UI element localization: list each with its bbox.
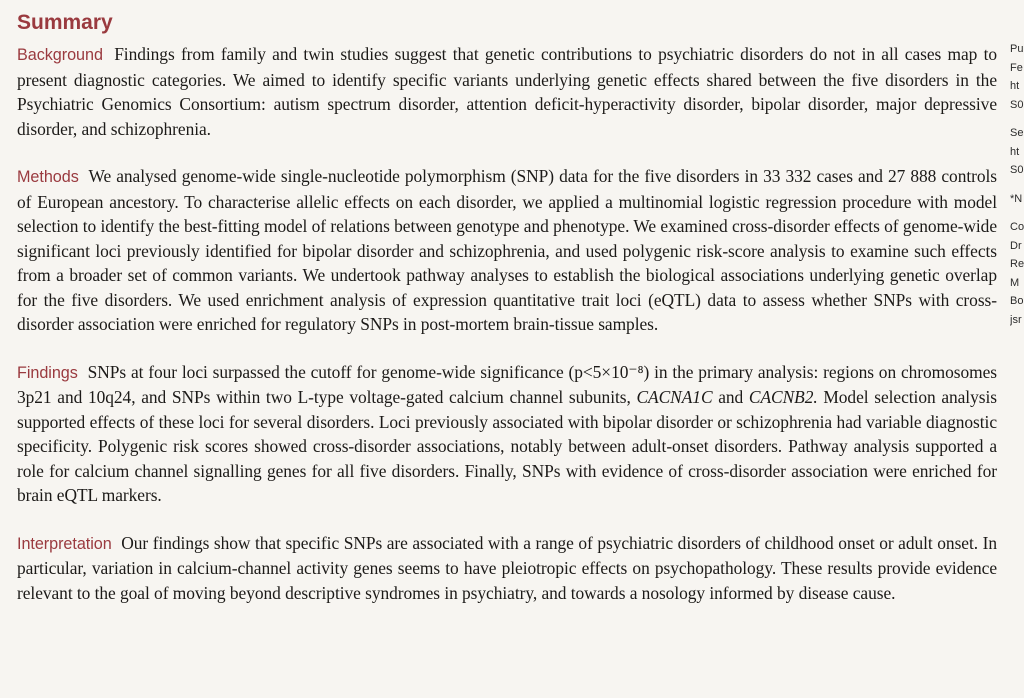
methods-heading: Methods bbox=[17, 168, 79, 186]
gene-cacna1c: CACNA1C bbox=[636, 387, 713, 407]
findings-section bbox=[17, 360, 997, 508]
findings-text-1: SNPs at four loci surpassed the cutoff for genome-wide significance (p<5×10⁻⁸) in the primary analysis: regions on chromosomes 3p21 and 10q24, and SNPs within two L-type voltage-gated calcium channel subunits, bbox=[17, 361, 997, 407]
margin-line: *N bbox=[1010, 192, 1023, 205]
margin-line: Co bbox=[1010, 221, 1024, 233]
methods-section bbox=[17, 164, 997, 337]
findings-text-3: Model selection analysis supported effects of these loci for several disorders. Loci previously associated with bipolar disorder or schizophrenia had variable diagnostic specificity. Polygenic risk scores showed cross-disorder associations, notably between adult-onset disorders. Pathway analysis supported a role for calcium channel signalling genes for all five disorders. Finally, SNPs with evidence of cross-disorder association were enriched for brain eQTL markers. bbox=[17, 387, 997, 505]
margin-line: M bbox=[1010, 276, 1020, 289]
margin-gap bbox=[1010, 208, 1024, 218]
margin-line: Dr bbox=[1010, 239, 1022, 252]
margin-line: ht bbox=[1010, 80, 1020, 92]
margin-line: Pu bbox=[1010, 43, 1024, 55]
margin-line: jsr bbox=[1010, 313, 1022, 326]
margin-line: S0 bbox=[1010, 98, 1024, 111]
background-section bbox=[17, 42, 997, 141]
interpretation-text: Our findings show that specific SNPs are associated with a range of psychiatric disorders of childhood onset or adult onset. In particular, variation in calcium-channel activity genes seems to have pleiotropic effects on psychopathology. These results provide evidence relevant to the goal of moving beyond descriptive syndromes in psychiatry, and towards a nosology informed by disease cause. bbox=[17, 532, 997, 603]
margin-line: Bo bbox=[1010, 295, 1024, 307]
margin-gap bbox=[1010, 180, 1024, 190]
margin-line: ht bbox=[1010, 145, 1020, 158]
margin-line: Fe bbox=[1010, 61, 1023, 74]
summary-title: Summary bbox=[17, 11, 113, 34]
findings-text-2: and bbox=[718, 387, 744, 407]
background-heading: Background bbox=[17, 46, 103, 64]
abstract-page bbox=[17, 10, 997, 694]
interpretation-heading: Interpretation bbox=[17, 534, 112, 553]
margin-line: S0 bbox=[1010, 164, 1024, 176]
gene-cacnb2: CACNB2. bbox=[748, 387, 818, 407]
findings-heading: Findings bbox=[17, 363, 78, 382]
margin-column bbox=[1010, 40, 1024, 329]
background-text: Findings from family and twin studies suggest that genetic contributions to psychiatric disorders do not in all cases map to present diagnostic categories. We aimed to identify specific variants underlying genetic effects shared between the five disorders in the Psychiatric Genomics Consortium: autism spectrum disorder, attention deficit-hyperactivity disorder, bipolar disorder, major depressive disorder, and schizophrenia. bbox=[17, 44, 997, 139]
margin-gap bbox=[1010, 114, 1024, 124]
interpretation-section bbox=[17, 531, 997, 606]
methods-text: We analysed genome-wide single-nucleotide polymorphism (SNP) data for the five disorders in 33 332 cases and 27 888 controls of European ancestory. To characterise allelic effects on each disorder, we applied a multinomial logistic regression procedure with model selection to identify the best-fitting model of relations between genotype and phenotype. We examined cross-disorder effects of genome-wide significant loci previously identified for bipolar disorder and schizophrenia, and used polygenic risk-score analysis to examine such effects from a broader set of common variants. We undertook pathway analyses to establish the biological associations underlying genetic overlap for the five disorders. We used enrichment analysis of expression quantitative trait loci (eQTL) data to assess whether SNPs with cross-disorder association were enriched for regulatory SNPs in post-mortem brain-tissue samples. bbox=[17, 166, 998, 334]
margin-line: Se bbox=[1010, 127, 1024, 139]
margin-line: Re bbox=[1010, 258, 1024, 270]
